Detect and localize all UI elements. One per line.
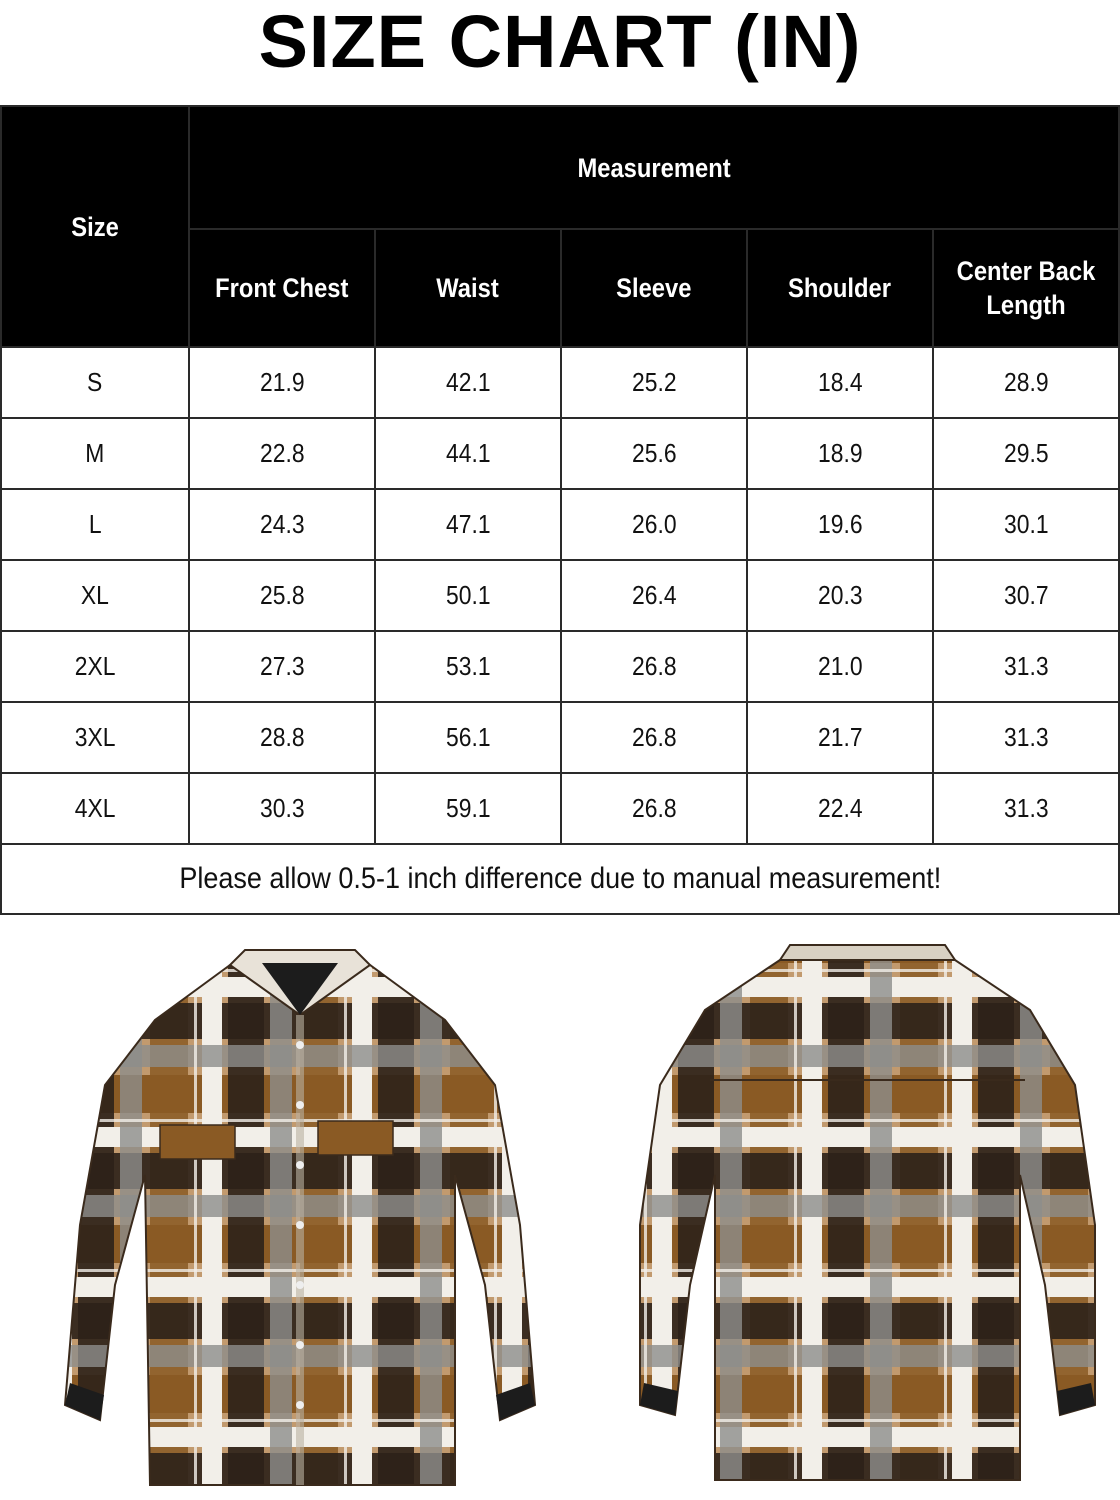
size-cell: 3XL [1,702,189,773]
value-cell: 19.6 [747,489,933,560]
value-cell: 22.8 [189,418,375,489]
value-cell: 22.4 [747,773,933,844]
measurement-header: Measurement [189,106,1119,229]
size-chart-table [0,105,1120,915]
table-row [1,560,1119,631]
value-cell: 31.3 [933,631,1119,702]
value-cell: 30.3 [189,773,375,844]
value-cell: 25.6 [561,418,747,489]
value-cell: 59.1 [375,773,561,844]
value-cell: 26.4 [561,560,747,631]
value-cell: 42.1 [375,347,561,418]
value-cell: 26.0 [561,489,747,560]
size-cell: M [1,418,189,489]
size-cell: L [1,489,189,560]
front-shirt-image [65,950,535,1485]
table-row [1,489,1119,560]
size-cell: S [1,347,189,418]
value-cell: 26.8 [561,631,747,702]
table-row [1,347,1119,418]
value-cell: 30.1 [933,489,1119,560]
value-cell: 18.4 [747,347,933,418]
value-cell: 21.7 [747,702,933,773]
size-cell: 2XL [1,631,189,702]
table-row [1,418,1119,489]
value-cell: 53.1 [375,631,561,702]
value-cell: 56.1 [375,702,561,773]
value-cell: 26.8 [561,702,747,773]
value-cell: 25.8 [189,560,375,631]
product-photos [0,925,1120,1500]
value-cell: 24.3 [189,489,375,560]
back-shirt-image [640,945,1095,1480]
column-header: Sleeve [561,229,747,347]
table-row [1,773,1119,844]
table-row [1,631,1119,702]
measurement-note: Please allow 0.5-1 inch difference due to manual measurement! [1,844,1119,914]
size-cell: XL [1,560,189,631]
value-cell: 31.3 [933,773,1119,844]
value-cell: 30.7 [933,560,1119,631]
value-cell: 44.1 [375,418,561,489]
value-cell: 27.3 [189,631,375,702]
table-row [1,702,1119,773]
size-cell: 4XL [1,773,189,844]
column-header: Shoulder [747,229,933,347]
value-cell: 25.2 [561,347,747,418]
page-title: SIZE CHART (IN) [258,0,862,83]
column-header: Center Back Length [933,229,1119,347]
value-cell: 28.8 [189,702,375,773]
column-header: Waist [375,229,561,347]
value-cell: 28.9 [933,347,1119,418]
size-header: Size [1,106,189,347]
column-header: Front Chest [189,229,375,347]
value-cell: 31.3 [933,702,1119,773]
value-cell: 50.1 [375,560,561,631]
value-cell: 29.5 [933,418,1119,489]
value-cell: 21.0 [747,631,933,702]
value-cell: 20.3 [747,560,933,631]
value-cell: 21.9 [189,347,375,418]
value-cell: 26.8 [561,773,747,844]
value-cell: 47.1 [375,489,561,560]
value-cell: 18.9 [747,418,933,489]
